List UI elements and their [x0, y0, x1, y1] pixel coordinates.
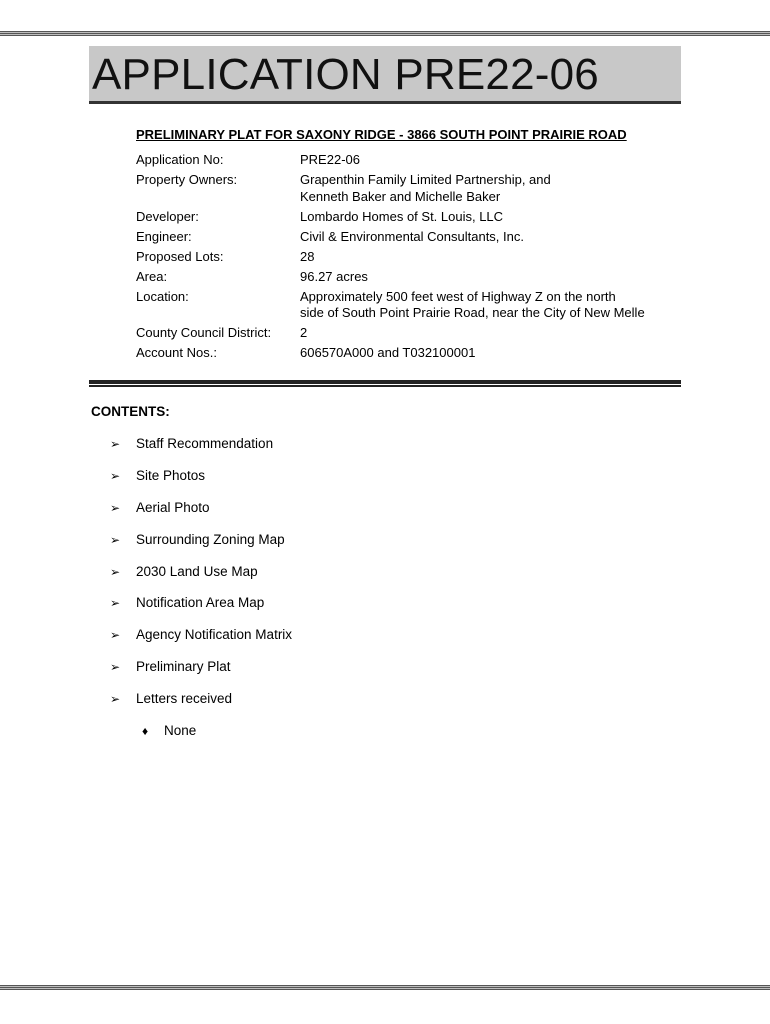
arrow-bullet-icon: ➢	[110, 532, 121, 547]
info-value: 96.27 acres	[300, 268, 368, 284]
info-value: 2	[300, 325, 308, 340]
info-label: Developer:	[136, 208, 199, 224]
top-border-rule	[0, 31, 770, 36]
info-value-line: side of South Point Prairie Road, near the City of New Melle	[300, 305, 645, 320]
list-item-text: Surrounding Zoning Map	[136, 531, 285, 547]
sub-item-text: None	[164, 723, 197, 738]
list-item	[110, 659, 292, 691]
list-item-text: Letters received	[136, 691, 233, 707]
application-info-table	[136, 152, 645, 365]
info-value	[300, 289, 645, 326]
info-value: 606570A000 and T032100001	[300, 345, 476, 360]
divider-thick-line	[89, 380, 681, 384]
info-value: Lombardo Homes of St. Louis, LLC	[300, 208, 504, 224]
arrow-bullet-icon: ➢	[110, 468, 121, 483]
title-banner	[89, 46, 681, 104]
arrow-bullet-icon: ➢	[110, 437, 121, 451]
info-label: Engineer:	[136, 228, 192, 244]
info-value	[300, 172, 645, 209]
list-item-text: Staff Recommendation	[136, 436, 274, 451]
info-value: PRE22-06	[300, 152, 360, 167]
info-value: 28	[300, 248, 315, 264]
info-value: Civil & Environmental Consultants, Inc.	[300, 228, 524, 244]
list-item	[110, 532, 292, 564]
list-item	[110, 691, 292, 723]
list-item	[110, 595, 292, 627]
info-label: Application No:	[136, 152, 224, 167]
info-row-property-owners	[136, 172, 645, 209]
info-label: Area:	[136, 268, 168, 284]
info-row-proposed-lots	[136, 249, 645, 269]
arrow-bullet-icon: ➢	[110, 660, 121, 675]
info-label: Location:	[136, 288, 189, 304]
bottom-border-rule	[0, 985, 770, 990]
list-item-text: Notification Area Map	[136, 595, 265, 611]
info-row-application-no	[136, 152, 645, 172]
list-item	[110, 500, 292, 532]
arrow-bullet-icon: ➢	[110, 500, 121, 515]
info-value-line: Kenneth Baker and Michelle Baker	[300, 188, 501, 204]
diamond-bullet-icon: ♦	[142, 724, 149, 738]
info-value-line: Approximately 500 feet west of Highway Z on the north	[300, 288, 616, 304]
list-item	[110, 627, 292, 659]
list-item	[110, 564, 292, 596]
section-divider	[89, 380, 681, 388]
info-label: Property Owners:	[136, 172, 238, 187]
info-row-area	[136, 269, 645, 289]
arrow-bullet-icon: ➢	[110, 692, 121, 707]
arrow-bullet-icon: ➢	[110, 564, 121, 579]
list-item-text: Agency Notification Matrix	[136, 627, 293, 643]
contents-sub-item	[142, 723, 196, 739]
page-title: APPLICATION PRE22-06	[92, 50, 599, 99]
arrow-bullet-icon: ➢	[110, 596, 121, 611]
list-item-text: Aerial Photo	[136, 499, 210, 515]
arrow-bullet-icon: ➢	[110, 628, 121, 643]
info-label: Account Nos.:	[136, 345, 217, 360]
info-row-developer	[136, 209, 645, 229]
document-subtitle: PRELIMINARY PLAT FOR SAXONY RIDGE - 3866 SOUTH POINT PRAIRIE ROAD	[136, 127, 627, 142]
contents-heading: CONTENTS:	[91, 404, 170, 419]
list-item	[110, 436, 292, 468]
contents-list	[110, 436, 292, 723]
list-item-text: Preliminary Plat	[136, 659, 231, 675]
info-row-account-nos	[136, 345, 645, 365]
info-row-engineer	[136, 229, 645, 249]
list-item	[110, 468, 292, 500]
list-item-text: Site Photos	[136, 467, 206, 483]
info-label: Proposed Lots:	[136, 248, 224, 264]
divider-thin-line	[89, 385, 681, 387]
info-value-line: Grapenthin Family Limited Partnership, and	[300, 172, 551, 187]
list-item-text: 2030 Land Use Map	[136, 563, 258, 579]
info-row-location	[136, 289, 645, 326]
info-row-council-district	[136, 325, 645, 345]
info-label: County Council District:	[136, 325, 272, 340]
